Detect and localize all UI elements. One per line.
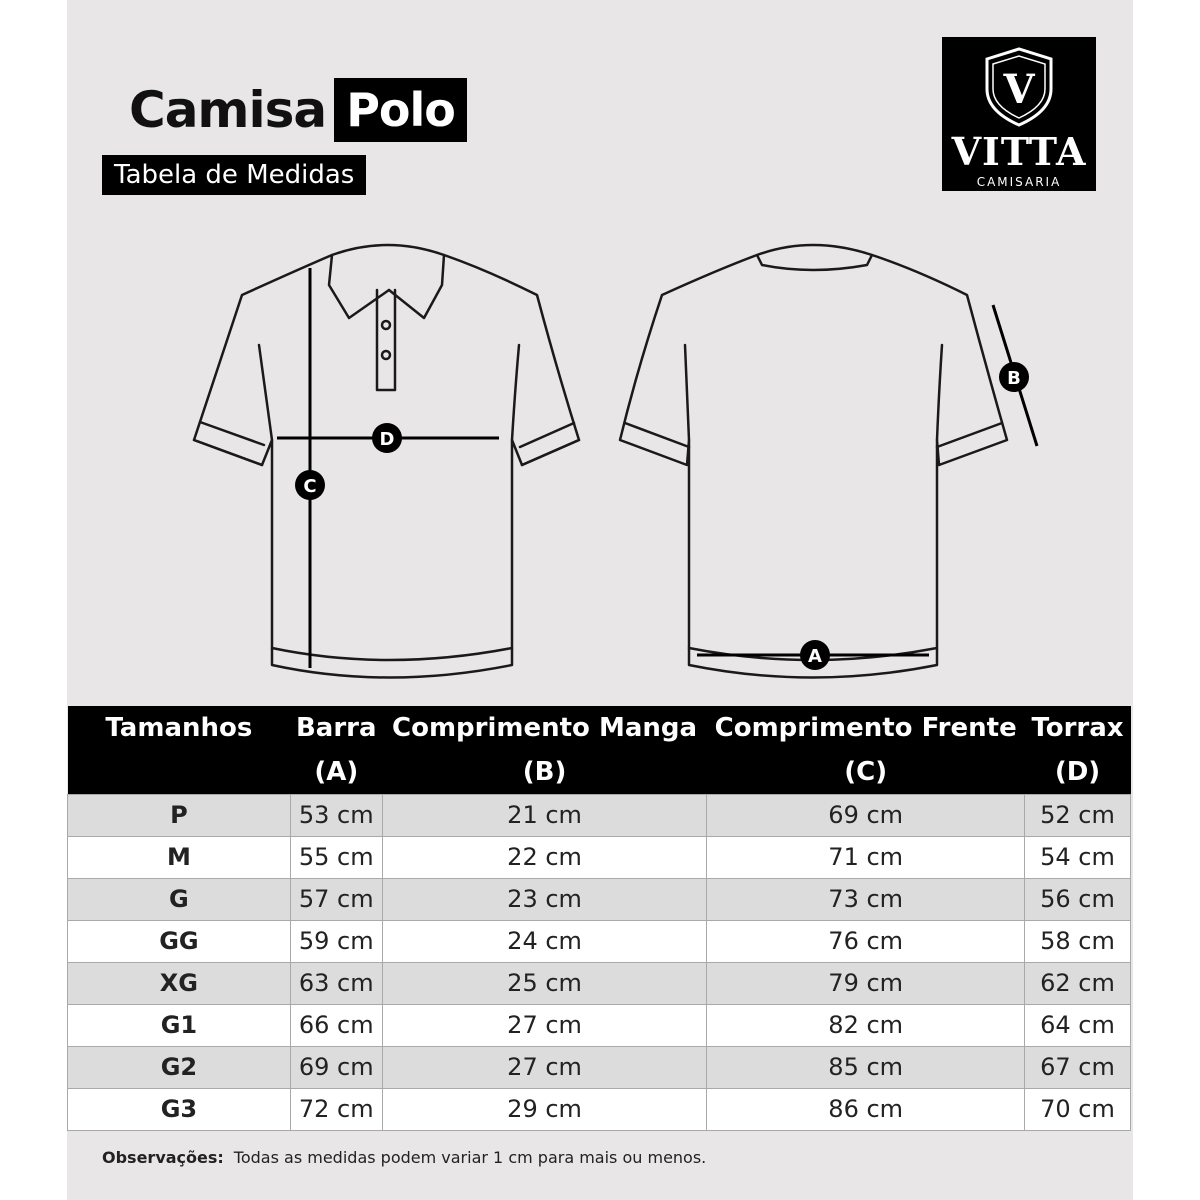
measure-cell: 79 cm <box>707 962 1025 1004</box>
size-cell: G3 <box>68 1088 291 1130</box>
measure-cell: 62 cm <box>1025 962 1131 1004</box>
measure-cell: 27 cm <box>382 1046 707 1088</box>
size-cell: G2 <box>68 1046 291 1088</box>
front-shirt-illustration <box>194 245 579 678</box>
measure-cell: 82 cm <box>707 1004 1025 1046</box>
measure-cell: 52 cm <box>1025 794 1131 836</box>
measure-cell: 22 cm <box>382 836 707 878</box>
logo-brand: VITTA <box>951 129 1087 174</box>
header-sleeve-letter: (B) <box>382 750 707 794</box>
observation-label: Observações: <box>102 1148 224 1167</box>
header-front-length-letter: (C) <box>707 750 1025 794</box>
header-chest: Torrax <box>1025 706 1131 750</box>
page-subtitle: Tabela de Medidas <box>102 155 366 195</box>
title-word: Camisa <box>129 81 327 139</box>
measure-cell: 86 cm <box>707 1088 1025 1130</box>
measure-cell: 54 cm <box>1025 836 1131 878</box>
measure-cell: 23 cm <box>382 878 707 920</box>
table-row <box>68 794 1131 836</box>
measure-cell: 59 cm <box>290 920 382 962</box>
measure-cell: 70 cm <box>1025 1088 1131 1130</box>
measure-cell: 76 cm <box>707 920 1025 962</box>
measure-cell: 21 cm <box>382 794 707 836</box>
table-row <box>68 836 1131 878</box>
svg-text:A: A <box>808 646 822 667</box>
size-cell: XG <box>68 962 291 1004</box>
size-cell: M <box>68 836 291 878</box>
measure-cell: 58 cm <box>1025 920 1131 962</box>
measure-cell: 69 cm <box>290 1046 382 1088</box>
size-cell: G1 <box>68 1004 291 1046</box>
measure-cell: 53 cm <box>290 794 382 836</box>
table-header-row-letters <box>68 750 1131 794</box>
logo-letter: V <box>1003 66 1035 113</box>
size-cell: P <box>68 794 291 836</box>
table-header-row <box>68 706 1131 750</box>
table-row <box>68 920 1131 962</box>
table-row <box>68 962 1131 1004</box>
back-shirt-illustration <box>620 245 1007 678</box>
marker-a <box>800 640 830 670</box>
header-sleeve: Comprimento Manga <box>382 706 707 750</box>
logo-sub: CAMISARIA <box>976 175 1062 189</box>
measure-cell: 85 cm <box>707 1046 1025 1088</box>
size-chart-page <box>67 0 1133 1200</box>
header-sizes: Tamanhos <box>68 706 291 750</box>
svg-text:C: C <box>303 476 317 497</box>
measure-cell: 69 cm <box>707 794 1025 836</box>
measure-cell: 29 cm <box>382 1088 707 1130</box>
measure-cell: 57 cm <box>290 878 382 920</box>
header-front-length: Comprimento Frente <box>707 706 1025 750</box>
size-cell: G <box>68 878 291 920</box>
measure-cell: 66 cm <box>290 1004 382 1046</box>
title-highlight: Polo <box>334 78 467 142</box>
measure-cell: 73 cm <box>707 878 1025 920</box>
table-row <box>68 1088 1131 1130</box>
measure-cell: 56 cm <box>1025 878 1131 920</box>
header-hem-letter: (A) <box>290 750 382 794</box>
table-row <box>68 878 1131 920</box>
observation-note <box>102 1148 706 1167</box>
measure-cell: 25 cm <box>382 962 707 1004</box>
measurement-lines <box>277 268 1037 668</box>
svg-text:B: B <box>1007 368 1021 389</box>
size-table-wrapper <box>67 706 1133 1131</box>
measure-cell: 55 cm <box>290 836 382 878</box>
marker-b <box>999 362 1029 392</box>
shirt-diagram <box>67 0 1133 706</box>
header-sizes-sub <box>68 750 291 794</box>
measure-cell: 72 cm <box>290 1088 382 1130</box>
table-row <box>68 1046 1131 1088</box>
table-row <box>68 1004 1131 1046</box>
measure-cell: 64 cm <box>1025 1004 1131 1046</box>
measure-cell: 24 cm <box>382 920 707 962</box>
size-table <box>67 706 1131 1131</box>
header-chest-letter: (D) <box>1025 750 1131 794</box>
observation-text: Todas as medidas podem variar 1 cm para mais ou menos. <box>233 1148 707 1167</box>
size-cell: GG <box>68 920 291 962</box>
marker-c <box>295 470 325 500</box>
measure-cell: 27 cm <box>382 1004 707 1046</box>
measure-cell: 71 cm <box>707 836 1025 878</box>
measure-cell: 67 cm <box>1025 1046 1131 1088</box>
svg-text:D: D <box>379 429 395 450</box>
marker-d <box>372 423 402 453</box>
header-hem: Barra <box>290 706 382 750</box>
measure-cell: 63 cm <box>290 962 382 1004</box>
